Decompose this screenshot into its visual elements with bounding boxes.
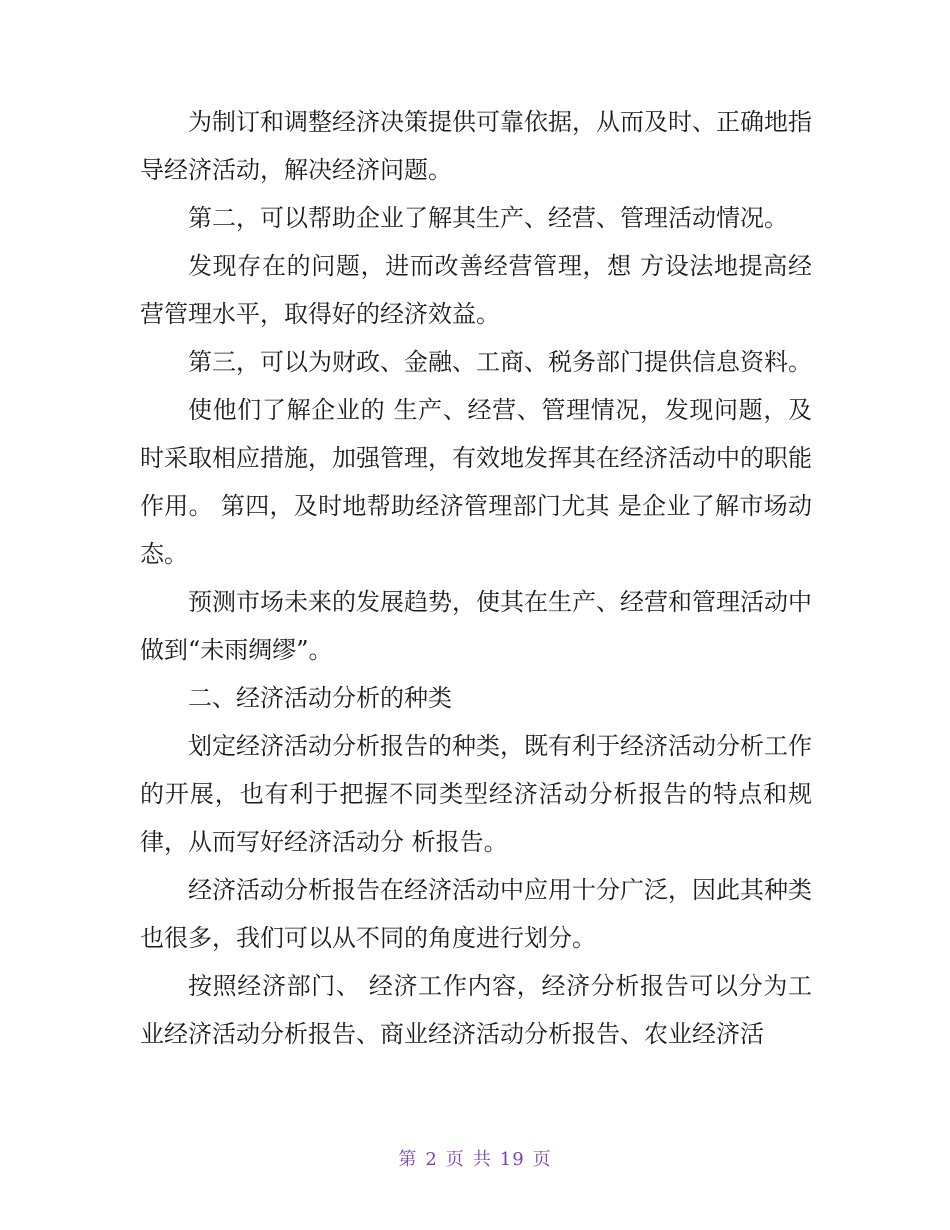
footer-page-unit: 页: [445, 1149, 465, 1170]
document-body: [140, 98, 812, 1058]
paragraph: 划定经济活动分析报告的种类，既有利于经济活动分析工作的开展，也有利于把握不同类型经济活动分析报告的特点和规律，从而写好经济活动分 析报告。: [140, 732, 812, 856]
paragraph: 发现存在的问题，进而改善经营管理，想 方设法地提高经营管理水平，取得好的经济效益。: [140, 252, 812, 328]
footer-current-page: 2: [425, 1149, 438, 1170]
paragraph: 第三，可以为财政、金融、工商、税务部门提供信息资料。: [188, 348, 812, 376]
paragraph: 为制订和调整经济决策提供可靠依据，从而及时、正确地指 导经济活动，解决经济问题。: [140, 108, 812, 184]
paragraph: 按照经济部门、 经济工作内容，经济分析报告可以分为工业经济活动分析报告、商业经济活动分析报告、农业经济活: [140, 972, 812, 1048]
footer-page-label: 第: [398, 1149, 418, 1170]
paragraph: 预测市场未来的发展趋势，使其在生产、经营和管理活动中做到“未雨绸缪”。: [140, 588, 812, 664]
footer-total-unit: 页: [532, 1149, 552, 1170]
section-heading: 二、经济活动分析的种类: [188, 684, 452, 712]
footer-total-pages: 19: [499, 1149, 525, 1170]
paragraph: 经济活动分析报告在经济活动中应用十分广泛，因此其种类也很多，我们可以从不同的角度进行划分。: [140, 876, 812, 952]
paragraph: 使他们了解企业的 生产、经营、管理情况，发现问题，及时采取相应措施，加强管理，有效地发挥其在经济活动中的职能作用。 第四，及时地帮助经济管理部门尤其 是企业了解市场动态。: [140, 396, 812, 568]
footer-total-label: 共: [472, 1149, 492, 1170]
paragraph: 第二，可以帮助企业了解其生产、经营、管理活动情况。: [188, 204, 788, 232]
page-footer: [0, 1146, 950, 1174]
